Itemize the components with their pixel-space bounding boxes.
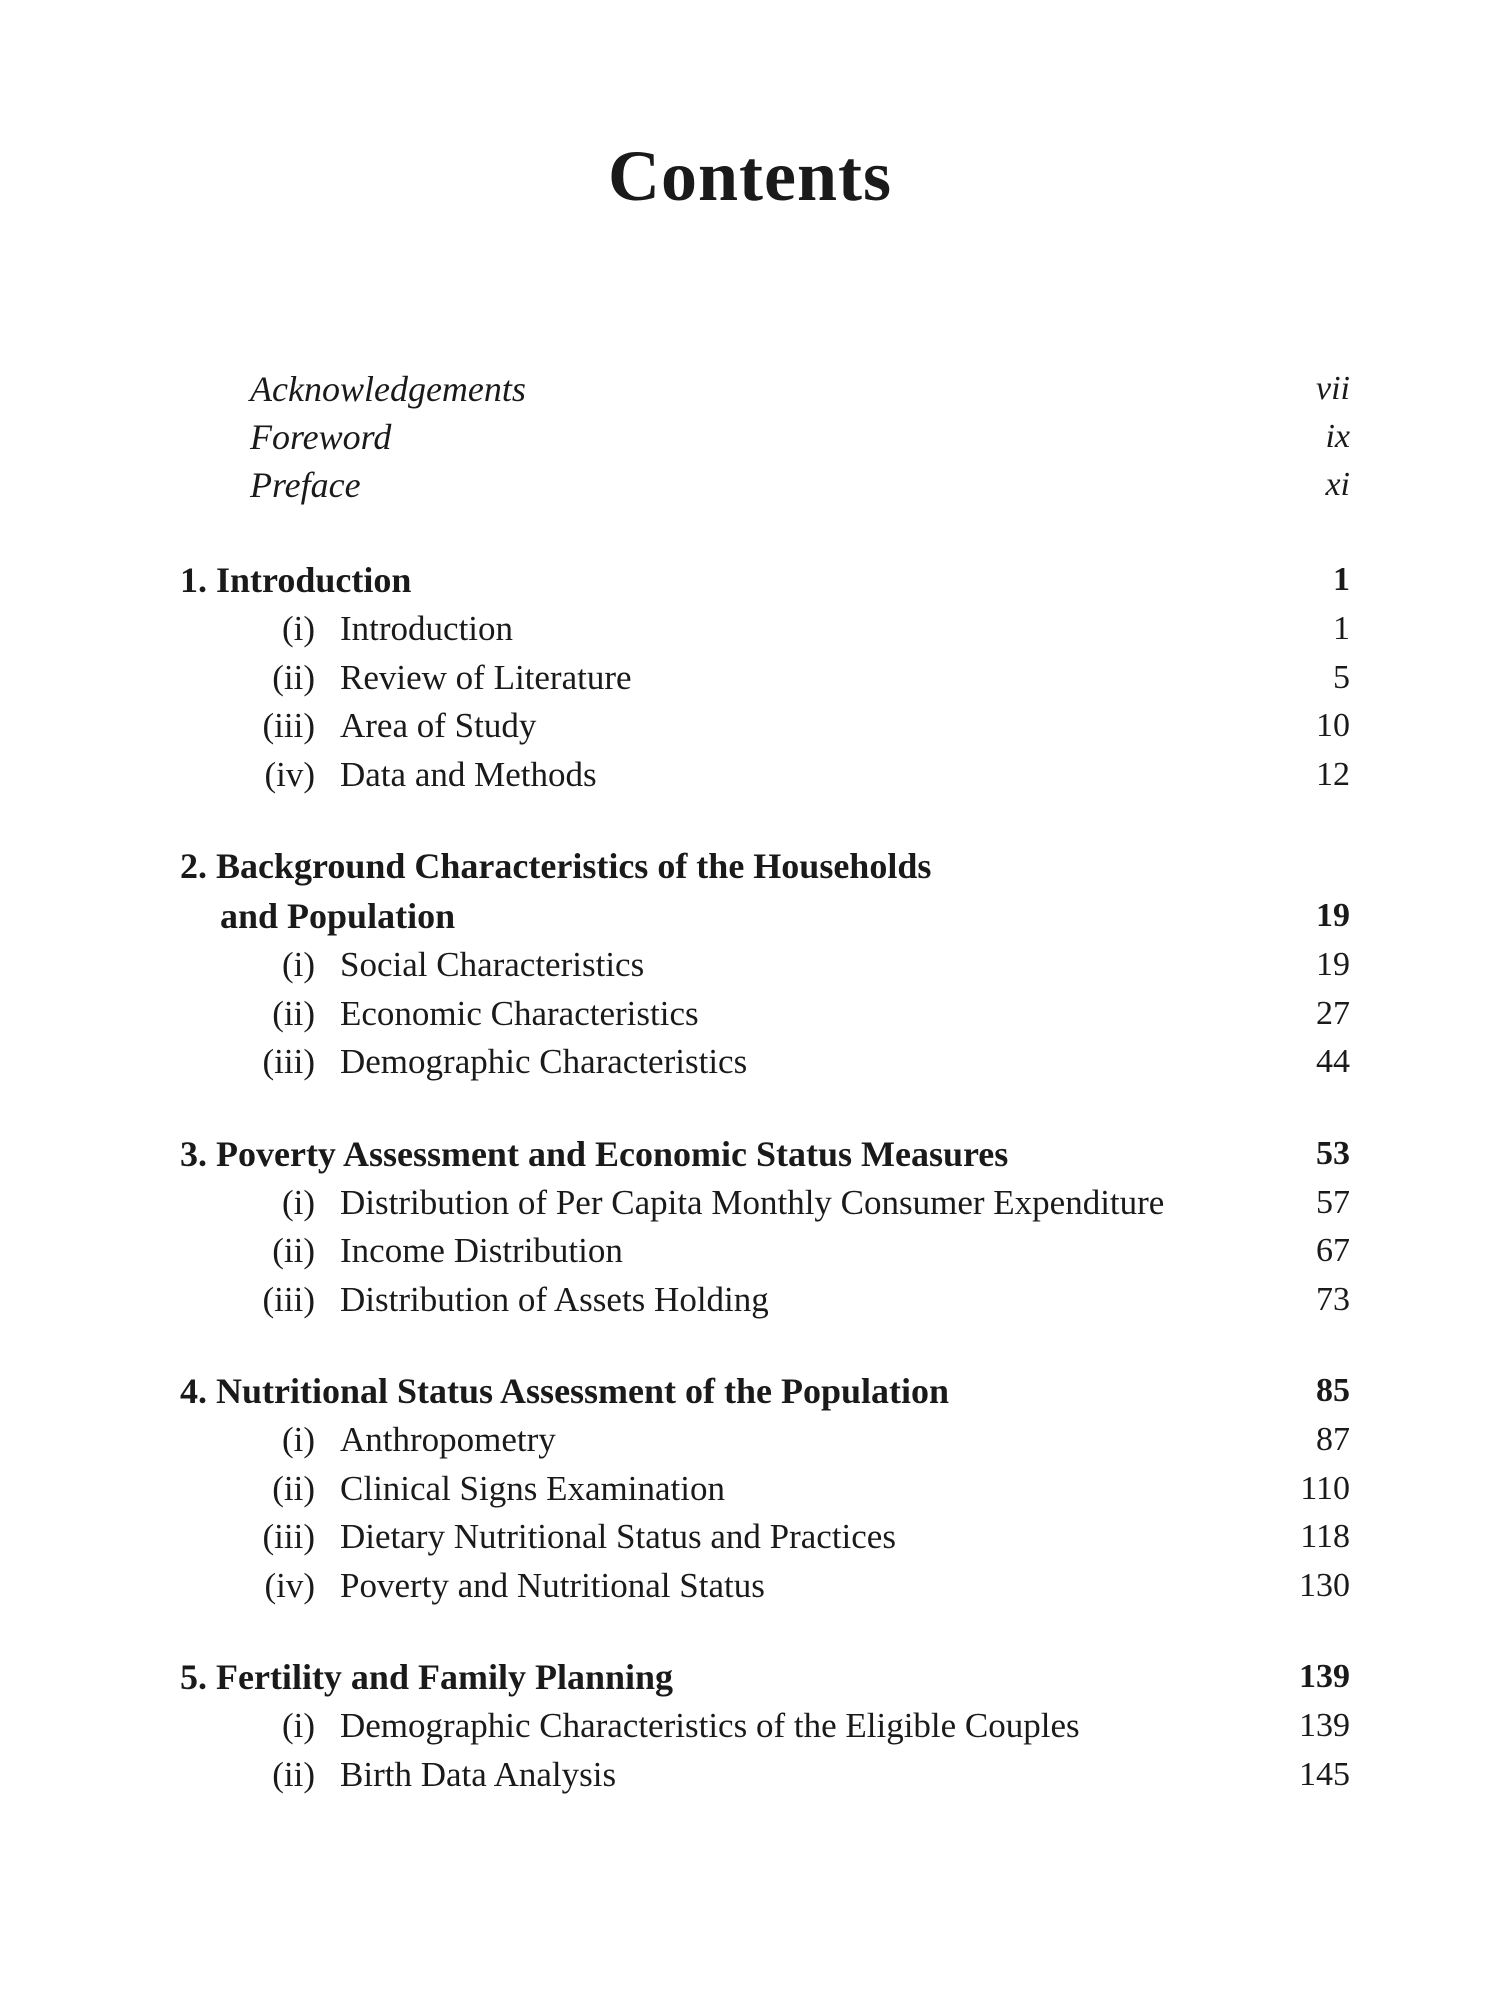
chapter-entry (180, 1652, 1350, 1799)
chapter-title-line: Fertility and Family Planning (216, 1657, 674, 1697)
chapter-page: 53 (1316, 1134, 1350, 1172)
chapter-heading (180, 1652, 1350, 1702)
section-title: Economic Characteristics (340, 993, 699, 1033)
section-title: Area of Study (340, 706, 537, 746)
section-number: (ii) (272, 993, 315, 1033)
front-matter-page: ix (1325, 418, 1350, 455)
section-page: 12 (1316, 755, 1350, 793)
chapter-page: 1 (1333, 561, 1350, 598)
section-entry (180, 605, 1350, 654)
front-matter-label: Preface (250, 465, 361, 505)
chapter-heading (180, 555, 1350, 605)
section-number: (ii) (272, 657, 315, 697)
front-matter-label: Acknowledgements (250, 369, 526, 409)
chapter-entry (180, 1366, 1350, 1610)
section-title: Distribution of Per Capita Monthly Consumer Expenditure (340, 1182, 1165, 1222)
chapter-title-line: Nutritional Status Assessment of the Population (216, 1371, 950, 1411)
chapter-page: 85 (1316, 1372, 1350, 1409)
section-entry (180, 990, 1350, 1039)
front-matter-item (250, 461, 1350, 509)
chapter-title (180, 555, 411, 605)
section-entry (180, 1416, 1350, 1465)
section-entry (180, 941, 1350, 990)
chapter-page: 139 (1299, 1658, 1350, 1695)
section-page: 110 (1300, 1469, 1350, 1507)
chapter-number: 3. (180, 1133, 207, 1174)
section-page: 44 (1316, 1043, 1350, 1081)
front-matter-list (250, 365, 1350, 509)
section-page: 1 (1333, 610, 1350, 648)
chapter-number: 2. (180, 846, 207, 886)
section-number: (iii) (262, 1517, 315, 1557)
section-page: 67 (1316, 1232, 1350, 1270)
section-title: Anthropometry (340, 1420, 556, 1460)
section-number: (ii) (272, 1231, 315, 1271)
chapter-entry (180, 841, 1350, 1087)
chapter-heading (180, 1129, 1350, 1179)
section-page: 73 (1316, 1280, 1350, 1318)
chapter-title-line: Introduction (216, 560, 412, 600)
chapter-number: 4. (180, 1371, 207, 1411)
section-title: Dietary Nutritional Status and Practices (340, 1517, 896, 1557)
chapter-heading (180, 1366, 1350, 1416)
page-title: Contents (607, 136, 892, 216)
section-title: Poverty and Nutritional Status (340, 1565, 765, 1605)
chapter-heading (180, 841, 1350, 941)
chapter-entry (180, 555, 1350, 799)
section-page: 118 (1300, 1518, 1350, 1556)
section-number: (iii) (262, 706, 315, 746)
section-title: Introduction (340, 609, 514, 649)
front-matter-item (250, 413, 1350, 461)
section-title: Clinical Signs Examination (340, 1468, 725, 1508)
section-page: 27 (1316, 994, 1350, 1032)
section-page: 130 (1299, 1566, 1350, 1604)
chapter-entry (180, 1129, 1350, 1325)
section-entry (180, 1227, 1350, 1276)
chapter-list (180, 555, 1350, 1841)
section-page: 57 (1316, 1183, 1350, 1221)
section-number: (iv) (264, 754, 315, 794)
section-page: 10 (1316, 707, 1350, 745)
section-entry (180, 1179, 1350, 1228)
section-title: Distribution of Assets Holding (340, 1279, 769, 1319)
section-entry (180, 702, 1350, 751)
section-page: 19 (1316, 946, 1350, 984)
section-page: 87 (1316, 1421, 1350, 1459)
section-page: 145 (1299, 1755, 1350, 1793)
chapter-page: 19 (1316, 897, 1350, 934)
section-number: (i) (281, 945, 315, 985)
section-page: 139 (1299, 1707, 1350, 1745)
section-number: (ii) (272, 1468, 315, 1508)
section-number: (iii) (262, 1279, 315, 1319)
section-title: Review of Literature (340, 657, 632, 697)
section-entry (180, 1751, 1350, 1800)
chapter-number: 1. (180, 560, 207, 600)
section-number: (iii) (262, 1042, 315, 1082)
section-title: Data and Methods (340, 754, 597, 794)
section-title: Social Characteristics (340, 945, 645, 985)
section-entry (180, 1702, 1350, 1751)
chapter-title-line: Background Characteristics of the Households (216, 846, 932, 886)
chapter-title (180, 1652, 673, 1702)
section-title: Birth Data Analysis (340, 1754, 617, 1794)
chapter-number: 5. (180, 1657, 207, 1697)
section-number: (i) (281, 1706, 315, 1746)
section-title: Demographic Characteristics (340, 1042, 748, 1082)
section-number: (iv) (264, 1565, 315, 1605)
section-entry (180, 1513, 1350, 1562)
chapter-title (180, 1129, 1008, 1179)
chapter-title (180, 1366, 949, 1416)
section-entry (180, 1465, 1350, 1514)
chapter-title-line: Poverty Assessment and Economic Status Measures (216, 1133, 1009, 1174)
front-matter-item (250, 365, 1350, 413)
section-number: (ii) (272, 1754, 315, 1794)
front-matter-page: vii (1316, 370, 1350, 407)
section-entry (180, 654, 1350, 703)
section-entry (180, 1038, 1350, 1087)
section-entry (180, 1276, 1350, 1325)
chapter-title (180, 841, 931, 941)
section-entry (180, 1562, 1350, 1611)
section-number: (i) (281, 1182, 315, 1222)
section-page: 5 (1333, 658, 1350, 696)
section-number: (i) (281, 1420, 315, 1460)
section-title: Income Distribution (340, 1231, 623, 1271)
section-entry (180, 751, 1350, 800)
front-matter-label: Foreword (250, 417, 392, 457)
front-matter-page: xi (1325, 466, 1350, 503)
section-number: (i) (281, 609, 315, 649)
section-title: Demographic Characteristics of the Eligible Couples (340, 1706, 1080, 1746)
chapter-title-line: and Population (220, 896, 456, 936)
